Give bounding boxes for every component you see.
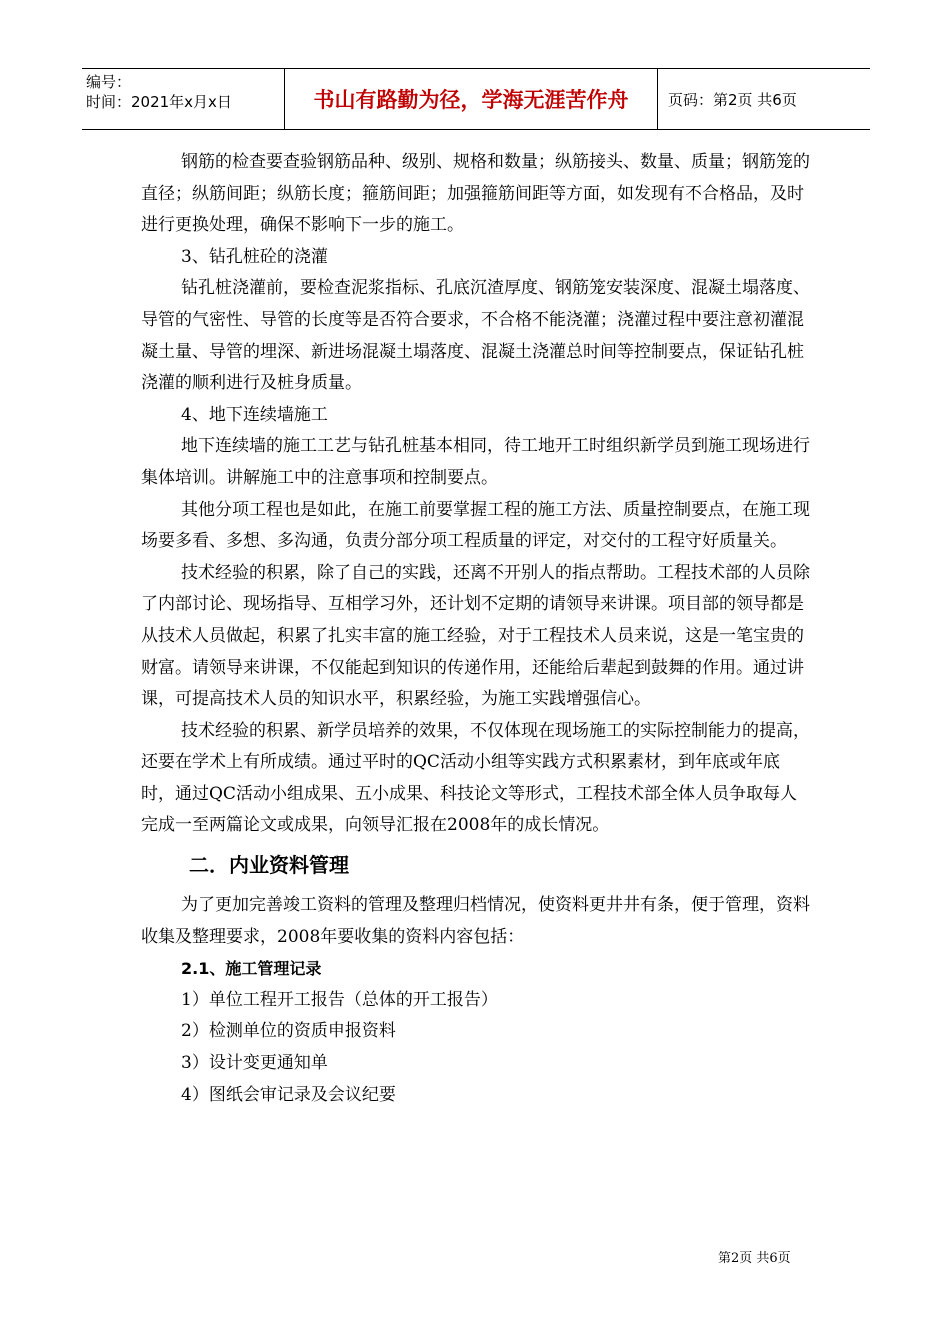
paragraph-training-results: 技术经验的积累、新学员培养的效果，不仅体现在现场施工的实际控制能力的提高，还要在学术上有所成绩。通过平时的QC活动小组等实践方式积累素材，到年底或年底时，通过QC活动小组成果、五小成果、科技论文等形式，工程技术部全体人员争取每人完成一至两篇论文或成果，向领导汇报在2008年的成长情况。 xyxy=(141,720,810,836)
page-header xyxy=(82,68,870,130)
list-item: 2）检测单位的资质申报资料 xyxy=(181,1021,396,1042)
paragraph-other-works: 其他分项工程也是如此，在施工前要掌握工程的施工方法、质量控制要点，在施工现场要多看、多想、多沟通，负责分部分项工程质量的评定，对交付的工程守好质量关。 xyxy=(141,499,810,552)
paragraph-records-intro: 为了更加完善竣工资料的管理及整理归档情况，使资料更井井有条，便于管理，资料收集及整理要求，2008年要收集的资料内容包括： xyxy=(141,895,810,947)
item-4-title: 4、地下连续墙施工 xyxy=(181,404,328,425)
header-date-label: 时间：2021年x月x日 xyxy=(86,93,232,111)
section-2-heading: 二．内业资料管理 xyxy=(189,853,349,878)
list-item: 1）单位工程开工报告（总体的开工报告） xyxy=(181,989,498,1010)
paragraph-diaphragm-wall: 地下连续墙的施工工艺与钻孔桩基本相同，待工地开工时组织新学员到施工现场进行集体培训。讲解施工中的注意事项和控制要点。 xyxy=(141,436,810,488)
header-motto: 书山有路勤为径，学海无涯苦作舟 xyxy=(284,69,658,129)
document-body xyxy=(141,147,811,1111)
paragraph-rebar-inspection: 钢筋的检查要查验钢筋品种、级别、规格和数量；纵筋接头、数量、质量；钢筋笼的直径；纵筋间距；纵筋长度；箍筋间距；加强箍筋间距等方面，如发现有不合格品，及时进行更换处理，确保不影响下一步的施工。 xyxy=(141,152,810,236)
header-page-label: 页码：第2页 共6页 xyxy=(668,90,797,109)
item-3-title: 3、钻孔桩砼的浇灌 xyxy=(181,246,328,267)
header-info-cell xyxy=(82,69,284,129)
list-item: 4）图纸会审记录及会议纪要 xyxy=(181,1084,396,1105)
header-number-label: 编号： xyxy=(86,73,132,91)
page-footer: 第2页 共6页 xyxy=(718,1251,791,1266)
list-item: 3）设计变更通知单 xyxy=(181,1053,328,1074)
subsection-2-1-title: 2.1、施工管理记录 xyxy=(181,959,322,979)
paragraph-pile-pouring: 钻孔桩浇灌前，要检查泥浆指标、孔底沉渣厚度、钢筋笼安装深度、混凝土塌落度、导管的气密性、导管的长度等是否符合要求，不合格不能浇灌；浇灌过程中要注意初灌混凝土量、导管的埋深、新进场混凝土塌落度、混凝土浇灌总时间等控制要点，保证钻孔桩浇灌的顺利进行及桩身质量。 xyxy=(141,278,810,394)
paragraph-experience: 技术经验的积累，除了自己的实践，还离不开别人的指点帮助。工程技术部的人员除了内部讨论、现场指导、互相学习外，还计划不定期的请领导来讲课。项目部的领导都是从技术人员做起，积累了扎实丰富的施工经验，对于工程技术人员来说，这是一笔宝贵的财富。请领导来讲课，不仅能起到知识的传递作用，还能给后辈起到鼓舞的作用。通过讲课，可提高技术人员的知识水平，积累经验，为施工实践增强信心。 xyxy=(141,562,810,710)
